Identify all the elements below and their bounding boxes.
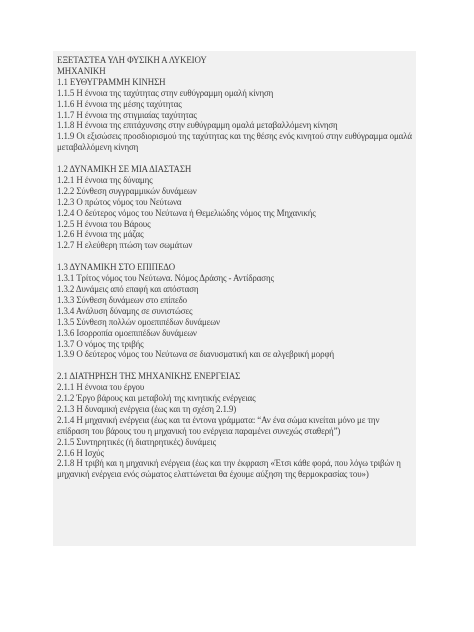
list-item: 1.3.3 Σύνθεση δυνάμεων στο επίπεδο (57, 294, 187, 305)
section-spacer (57, 360, 413, 371)
section-heading: 1.3 ΔΥΝΑΜΙΚΗ ΣΤΟ ΕΠΙΠΕΔΟ (57, 262, 176, 273)
list-item: 2.1.8 Η τριβή και η μηχανική ενέργεια (έως και την έκφραση «Έτσι κάθε φορά, που λόγω τριβών η μηχανική ενέργεια ενός σώματος ελαττώνεται θα έχουμε αύξηση της θερμοκρασίας του») (57, 458, 401, 480)
list-item: 1.1.9 Οι εξισώσεις προσδιορισμού της ταχύτητας και της θέσης ενός κινητού στην ευθύγραμμα ομαλά μεταβαλλόμενη κίνηση (57, 131, 412, 153)
list-item: 2.1.6 Η Ισχύς (57, 447, 104, 458)
list-item: 1.2.1 Η έννοια της δύναμης (57, 174, 153, 185)
section-spacer (57, 251, 413, 262)
subject-heading: ΜΗΧΑΝΙΚΗ (57, 65, 106, 76)
list-item: 1.3.2 Δυνάμεις από επαφή και απόσταση (57, 284, 199, 294)
list-item: 1.2.5 Η έννοια του Βάρους (57, 218, 151, 229)
document-page (53, 51, 416, 546)
list-item: 1.1.5 Η έννοια της ταχύτητας στην ευθύγραμμη ομαλή κίνηση (57, 87, 274, 98)
document-title: ΕΞΕΤΑΣΤΕΑ ΥΛΗ ΦΥΣΙΚΗ Α ΛΥΚΕΙΟΥ (57, 55, 207, 65)
section-heading: 2.1 ΔΙΑΤΗΡΗΣΗ ΤΗΣ ΜΗΧΑΝΙΚΗΣ ΕΝΕΡΓΕΙΑΣ (57, 371, 241, 382)
section-heading: 1.2 ΔΥΝΑΜΙΚΗ ΣΕ ΜΙΑ ΔΙΑΣΤΑΣΗ (57, 164, 192, 175)
list-item: 1.2.6 Η έννοια της μάζας (57, 229, 144, 240)
list-item: 2.1.5 Συντηρητικές (ή διατηρητικές) δυνάμεις (57, 436, 217, 447)
list-item: 1.3.9 Ο δεύτερος νόμος του Νεύτωνα σε διανυσματική και σε αλγεβρική μορφή (57, 349, 335, 360)
list-item: 2.1.3 Η δυναμική ενέργεια (έως και τη σχέση 2.1.9) (57, 403, 237, 414)
list-item: 1.2.7 Η ελεύθερη πτώση των σωμάτων (57, 240, 193, 251)
list-item: 2.1.1 Η έννοια του έργου (57, 382, 145, 393)
list-item: 2.1.2 Έργο βάρους και μεταβολή της κινητικής ενέργειας (57, 393, 256, 404)
list-item: 1.3.7 Ο νόμος της τριβής (57, 338, 144, 349)
list-item: 1.2.3 Ο πρώτος νόμος του Νεύτωνα (57, 196, 182, 207)
list-item: 2.1.4 Η μηχανική ενέργεια (έως και τα έντονα γράμματα: “Αν ένα σώμα κινείται μόνο με την επίδραση του βάρους του η μηχανική του ενέργεια παραμένει συνεχώς σταθερή”) (57, 414, 380, 436)
list-item: 1.2.4 Ο δεύτερος νόμος του Νεύτωνα ή Θεμελιώδης νόμος της Μηχανικής (57, 207, 316, 218)
list-item: 1.3.6 Ισορροπία ομοεπιπέδων δυνάμεων (57, 327, 197, 338)
list-item: 1.3.4 Ανάλυση δύναμης σε συνιστώσες (57, 305, 193, 316)
list-item: 1.1.7 Η έννοια της στιγμιαίας ταχύτητας (57, 109, 197, 120)
list-item: 1.3.5 Σύνθεση πολλών ομοεπιπέδων δυνάμεων (57, 316, 220, 327)
section-spacer (57, 153, 413, 164)
list-item: 1.1.6 Η έννοια της μέσης ταχύτητας (57, 98, 182, 109)
list-item: 1.3.1 Τρίτος νόμος του Νεύτωνα. Νόμος Δράσης - Αντίδρασης (57, 273, 274, 284)
list-item: 1.2.2 Σύνθεση συγγραμμικών δυνάμεων (57, 185, 197, 196)
list-item: 1.1.8 Η έννοια της επιτάχυνσης στην ευθύγραμμη ομαλά μεταβαλλόμενη κίνηση (57, 120, 338, 131)
section-heading: 1.1 ΕΥΘΥΓΡΑΜΜΗ ΚΙΝΗΣΗ (57, 76, 166, 87)
